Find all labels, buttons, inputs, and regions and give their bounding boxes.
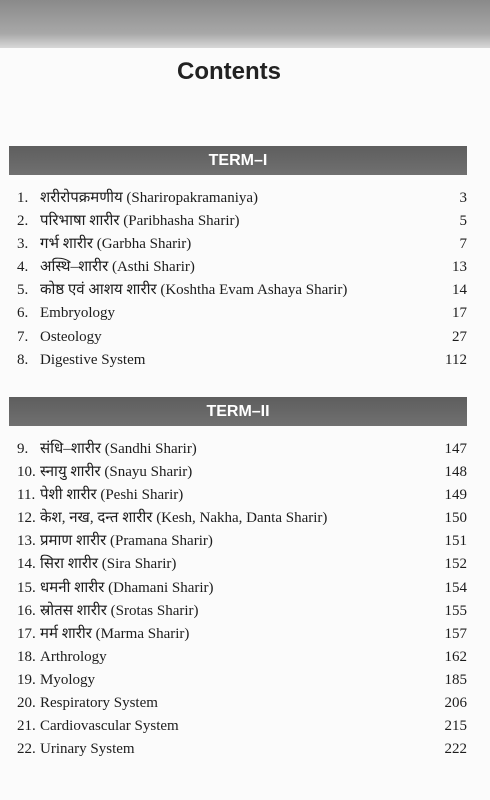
entry-number: 11.: [17, 487, 36, 504]
entry-title: Arthrology: [40, 648, 107, 665]
entry-title: केश, नख, दन्त शारीर (Kesh, Nakha, Danta Sharir): [40, 510, 328, 527]
entry-number: 19.: [17, 671, 36, 688]
toc-entry[interactable]: [0, 484, 490, 507]
toc-entry[interactable]: [0, 738, 490, 761]
entry-title: स्नायु शारीर (Snayu Sharir): [40, 464, 193, 481]
toc-entry[interactable]: [0, 349, 490, 372]
entry-number: 20.: [17, 695, 36, 712]
entry-page: 155: [444, 602, 467, 619]
entry-number: 15.: [17, 579, 36, 596]
toc-entry[interactable]: [0, 279, 490, 302]
entry-page: 215: [444, 718, 467, 735]
entry-page: 152: [444, 556, 467, 573]
toc-entry[interactable]: [0, 692, 490, 715]
entry-title: परिभाषा शारीर (Paribhasha Sharir): [40, 213, 240, 230]
toc-entry[interactable]: [0, 553, 490, 576]
entry-page: 3: [459, 190, 467, 206]
entry-title: धमनी शारीर (Dhamani Sharir): [40, 579, 214, 596]
entry-title: Osteology: [40, 328, 102, 345]
entry-page: 14: [452, 282, 467, 299]
section-heading-term-1: TERM–I: [9, 146, 467, 175]
entry-page: 151: [444, 533, 467, 550]
entry-page: 222: [444, 741, 467, 758]
entry-title: Respiratory System: [40, 695, 158, 712]
toc-entry[interactable]: [0, 623, 490, 646]
entry-title: गर्भ शारीर (Garbha Sharir): [40, 236, 192, 253]
toc-list-term-2: [0, 438, 490, 761]
entry-page: 162: [444, 648, 467, 665]
entry-title: Digestive System: [40, 351, 146, 368]
toc-entry[interactable]: [0, 233, 490, 256]
entry-title: प्रमाण शारीर (Pramana Sharir): [40, 533, 213, 550]
entry-number: 12.: [17, 510, 36, 527]
entry-page: 5: [459, 213, 467, 230]
entry-number: 21.: [17, 718, 36, 735]
entry-page: 154: [444, 579, 467, 596]
entry-number: 14.: [17, 556, 36, 573]
entry-title: Myology: [40, 671, 96, 688]
entry-number: 10.: [17, 464, 36, 481]
entry-title: Embryology: [40, 305, 115, 322]
entry-number: 13.: [17, 533, 36, 550]
entry-page: 150: [444, 510, 467, 527]
entry-page: 27: [452, 328, 467, 345]
entry-page: 148: [444, 464, 467, 481]
entry-title: Cardiovascular System: [40, 718, 179, 735]
toc-entry[interactable]: [0, 669, 490, 692]
entry-number: 7.: [17, 328, 29, 345]
toc-entry[interactable]: [0, 187, 490, 210]
toc-entry[interactable]: [0, 438, 490, 461]
entry-number: 6.: [17, 305, 29, 322]
toc-entry[interactable]: [0, 577, 490, 600]
toc-entry[interactable]: [0, 715, 490, 738]
entry-title: संधि–शारीर (Sandhi Sharir): [40, 441, 197, 457]
entry-number: 3.: [17, 236, 29, 253]
entry-page: 185: [444, 671, 467, 688]
entry-number: 4.: [17, 259, 29, 276]
entry-title: Urinary System: [40, 741, 135, 758]
entry-number: 1.: [17, 190, 29, 206]
toc-entry[interactable]: [0, 302, 490, 325]
entry-page: 147: [444, 441, 467, 457]
toc-entry[interactable]: [0, 461, 490, 484]
entry-page: 206: [444, 695, 467, 712]
entry-page: 7: [459, 236, 467, 253]
entry-title: पेशी शारीर (Peshi Sharir): [40, 487, 184, 504]
page-top-band: [0, 0, 490, 48]
entry-title: सिरा शारीर (Sira Sharir): [40, 556, 177, 573]
page-title: Contents: [177, 58, 281, 85]
entry-title: स्रोतस शारीर (Srotas Sharir): [40, 602, 199, 619]
toc-entry[interactable]: [0, 530, 490, 553]
entry-number: 17.: [17, 625, 36, 642]
entry-page: 157: [444, 625, 467, 642]
entry-number: 9.: [17, 441, 29, 457]
entry-page: 149: [444, 487, 467, 504]
entry-page: 112: [445, 351, 467, 368]
entry-number: 16.: [17, 602, 36, 619]
entry-number: 5.: [17, 282, 29, 299]
toc-entry[interactable]: [0, 507, 490, 530]
toc-entry[interactable]: [0, 210, 490, 233]
entry-title: शरीरोपक्रमणीय (Shariropakramaniya): [40, 190, 259, 206]
entry-title: कोष्ठ एवं आशय शारीर (Koshtha Evam Ashaya Sharir): [40, 282, 348, 299]
toc-list-term-1: [0, 187, 490, 372]
toc-entry[interactable]: [0, 646, 490, 669]
section-heading-term-2: TERM–II: [9, 397, 467, 426]
entry-page: 17: [452, 305, 467, 322]
entry-number: 22.: [17, 741, 36, 758]
entry-title: अस्थि–शारीर (Asthi Sharir): [40, 259, 195, 276]
entry-page: 13: [452, 259, 467, 276]
entry-number: 8.: [17, 351, 29, 368]
toc-entry[interactable]: [0, 326, 490, 349]
toc-entry[interactable]: [0, 600, 490, 623]
entry-number: 18.: [17, 648, 36, 665]
entry-title: मर्म शारीर (Marma Sharir): [40, 625, 190, 642]
entry-number: 2.: [17, 213, 29, 230]
toc-entry[interactable]: [0, 256, 490, 279]
